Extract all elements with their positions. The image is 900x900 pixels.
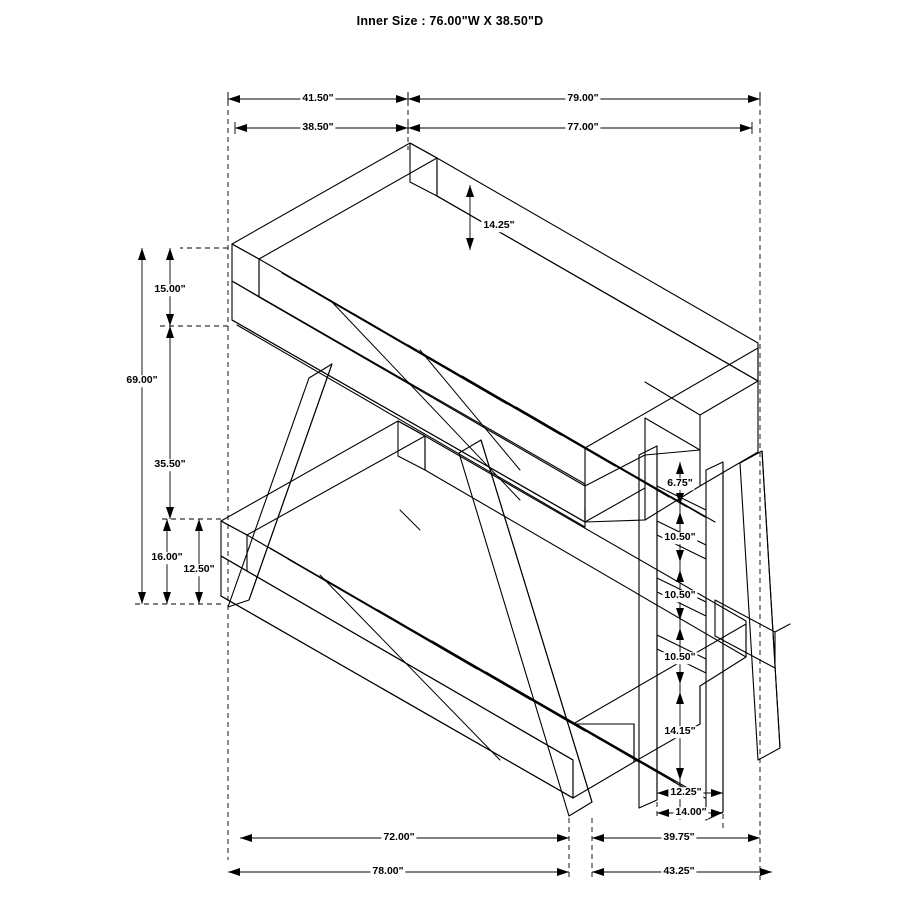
dimension-label-lower-rail-height: 16.00" [151,551,183,564]
dimension-label-top-inner-right: 77.00" [567,121,599,134]
dimension-label-bottom-depth-outer: 43.25" [663,865,695,878]
lower-bunk-headboard [221,421,425,571]
upper-bunk-back-rail [437,158,758,381]
dimension-label-upper-rail-height: 15.00" [154,283,186,296]
upper-bunk-headboard [232,143,437,297]
dimension-label-ladder-step-2: 10.50" [664,589,696,602]
dimension-label-ladder-step-3: 10.50" [664,651,696,664]
dimension-label-top-outer-left: 41.50" [302,92,334,105]
dimension-label-lower-deck-height: 12.50" [183,563,215,576]
dimension-label-upper-guardrail: 14.25" [483,219,515,232]
dimension-label-upper-deck-height: 35.50" [154,458,186,471]
upper-bunk-front-rail [232,281,585,527]
dimension-label-ladder-bottom-gap: 14.15" [664,725,696,738]
dim-line-ladder [657,462,723,820]
dimension-label-top-inner-left: 38.50" [302,121,334,134]
dimension-label-top-outer-right: 79.00" [567,92,599,105]
dimension-label-ladder-step-1: 10.50" [664,531,696,544]
dimension-label-ladder-top-gap: 6.75" [667,477,693,490]
page-title: Inner Size : 76.00"W X 38.50"D [356,14,544,28]
dimension-label-bottom-length-inner: 72.00" [383,831,415,844]
lower-bunk-front-rail [221,556,634,798]
dimension-label-ladder-inner-width: 12.25" [670,786,702,799]
dimension-label-overall-height: 69.00" [126,374,158,387]
dimension-label-bottom-depth-inner: 39.75" [663,831,695,844]
dimension-label-bottom-length-outer: 78.00" [372,865,404,878]
upper-bunk-right-panel [585,381,758,522]
dimension-label-ladder-outer-width: 14.00" [675,806,707,819]
